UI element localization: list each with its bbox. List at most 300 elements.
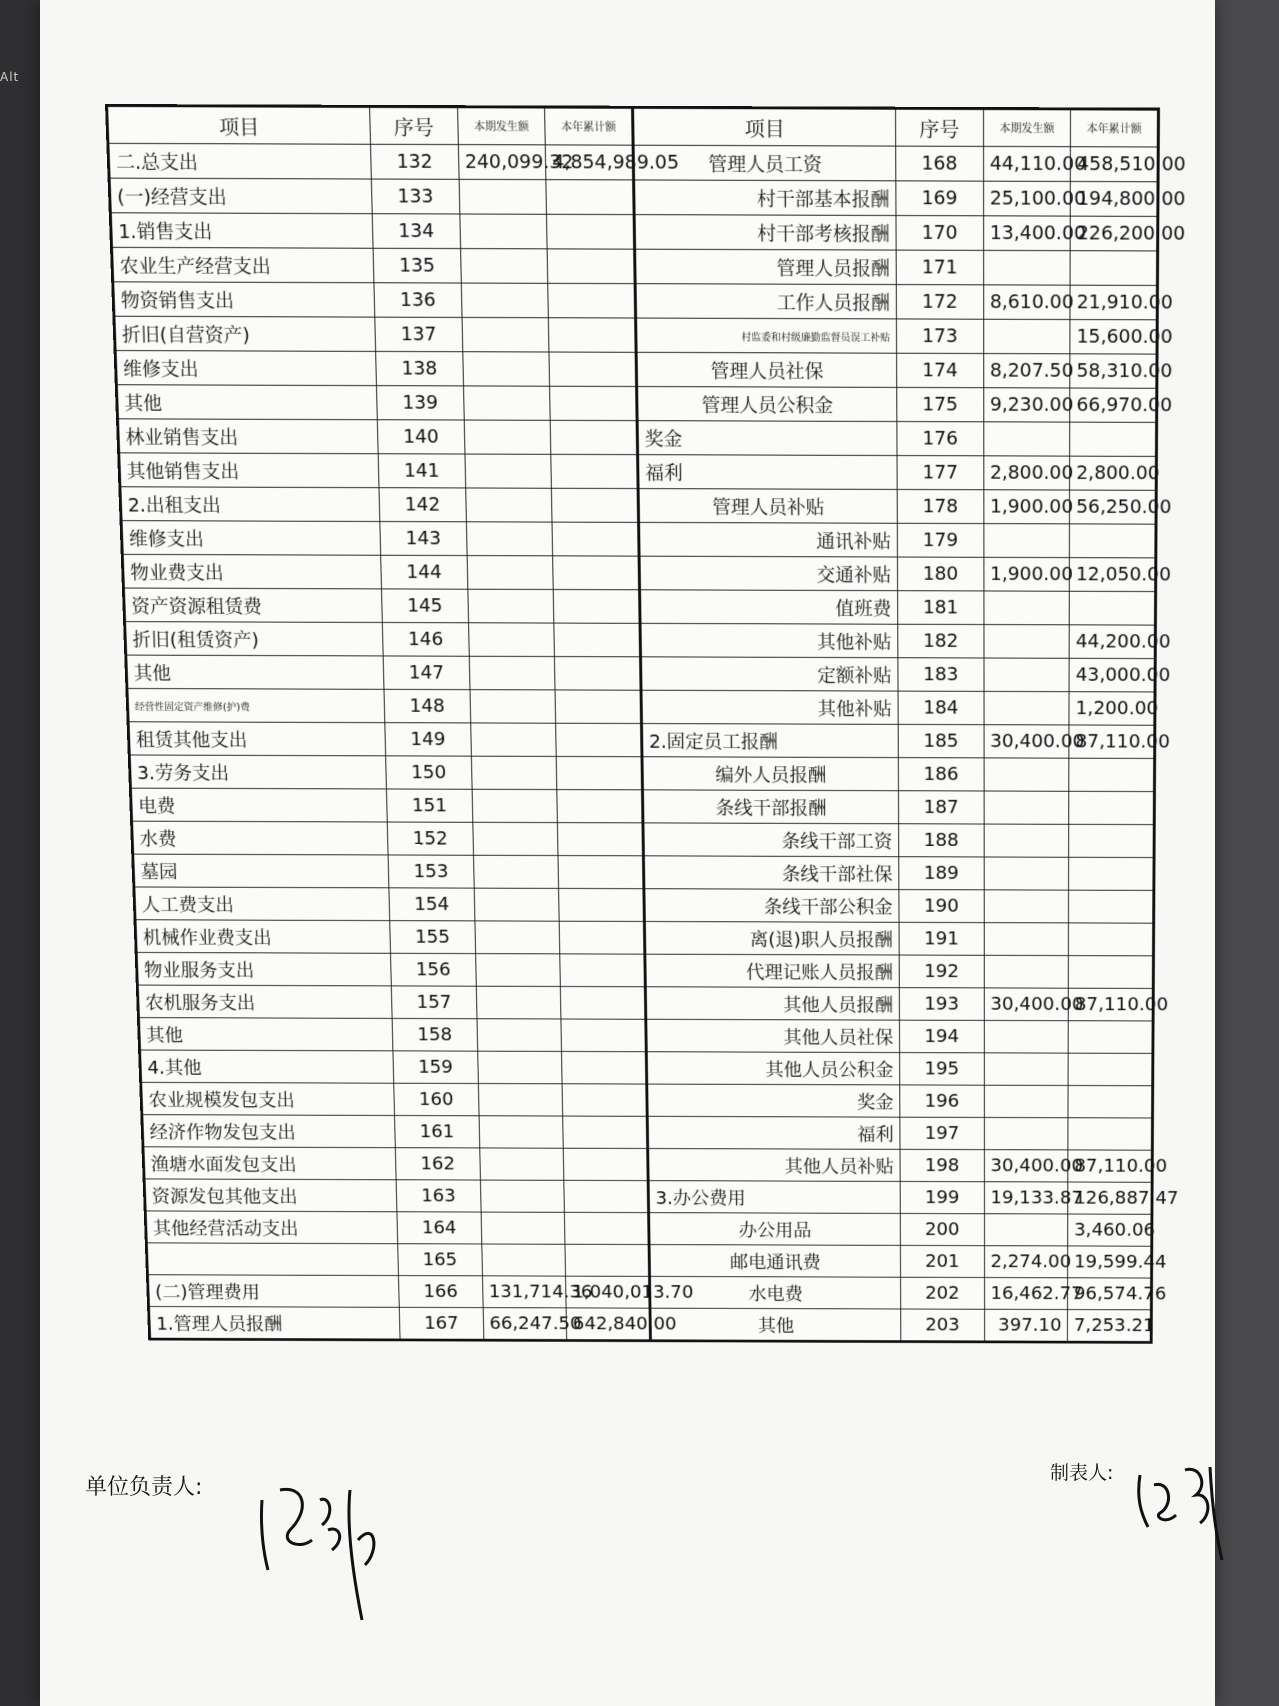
row-item-left: 物业服务支出	[136, 952, 391, 985]
row-current-left	[466, 522, 553, 556]
row-current-left	[462, 352, 549, 386]
row-ytd-right: 56,250.00	[1070, 490, 1156, 524]
row-item-right: 其他人员报酬	[645, 987, 899, 1020]
row-seq-right: 178	[897, 489, 983, 523]
row-ytd-left	[550, 386, 637, 420]
row-ytd-left	[554, 589, 640, 623]
row-ytd-right: 58,310.00	[1070, 354, 1157, 388]
row-item-left: 物业费支出	[122, 554, 381, 589]
row-seq-left: 157	[391, 986, 476, 1019]
row-current-left	[461, 283, 549, 318]
row-item-left: 电费	[130, 788, 387, 822]
table-header-row	[107, 106, 1159, 147]
row-current-right	[984, 824, 1069, 857]
table-row	[114, 316, 1157, 354]
row-ytd-right: 12,050.00	[1070, 558, 1156, 592]
row-seq-left: 151	[386, 789, 472, 822]
row-current-right	[984, 890, 1069, 923]
row-current-left	[465, 488, 552, 522]
row-ytd-left: 4,854,989.05	[546, 145, 634, 180]
row-seq-right: 184	[898, 691, 984, 725]
table-row	[146, 1243, 1151, 1278]
row-ytd-left	[557, 756, 643, 789]
row-current-left	[463, 386, 550, 420]
row-ytd-right: 21,910.00	[1070, 285, 1157, 320]
row-ytd-right	[1069, 857, 1154, 890]
row-ytd-right: 3,460.06	[1068, 1214, 1152, 1246]
row-seq-right: 172	[896, 285, 983, 320]
row-current-left	[474, 888, 560, 921]
row-current-left	[472, 822, 558, 855]
row-current-right: 8,207.50	[983, 354, 1070, 388]
row-current-right	[984, 955, 1069, 988]
row-item-right: 邮电通讯费	[649, 1245, 900, 1278]
row-current-right	[984, 758, 1069, 791]
row-seq-right: 200	[900, 1213, 984, 1245]
row-current-left	[480, 1180, 565, 1212]
row-current-left	[472, 789, 558, 822]
header-item-right: 项目	[633, 107, 896, 146]
row-ytd-right: 2,800.00	[1070, 456, 1157, 490]
row-current-left	[475, 954, 560, 987]
row-seq-left: 139	[376, 386, 463, 420]
row-current-left	[465, 454, 552, 488]
row-current-right: 2,274.00	[984, 1246, 1068, 1278]
row-ytd-left	[552, 522, 639, 556]
row-seq-left: 143	[380, 522, 467, 556]
table-row	[141, 1082, 1153, 1118]
row-seq-left: 156	[391, 953, 476, 986]
row-seq-left: 142	[379, 488, 466, 522]
row-ytd-right: 226,200.00	[1070, 216, 1157, 251]
row-current-right	[984, 791, 1069, 824]
table-row	[144, 1179, 1152, 1214]
row-seq-left: 135	[373, 248, 461, 283]
table-row	[138, 1018, 1153, 1054]
row-seq-left: 165	[398, 1244, 482, 1276]
row-seq-left: 154	[389, 888, 475, 921]
header-ytd-left: 本年累计额	[545, 107, 633, 145]
table-row	[120, 487, 1156, 524]
row-ytd-right	[1068, 1085, 1152, 1118]
row-current-right	[984, 691, 1070, 725]
row-seq-left: 160	[394, 1083, 479, 1116]
row-ytd-right	[1070, 422, 1157, 456]
row-ytd-left	[563, 1116, 648, 1148]
row-ytd-right: 126,887.47	[1068, 1182, 1152, 1214]
row-ytd-right	[1069, 923, 1154, 956]
row-item-right: 福利	[647, 1116, 900, 1149]
row-ytd-left	[547, 249, 635, 284]
row-current-right: 13,400.00	[983, 216, 1070, 251]
row-ytd-left	[549, 352, 636, 386]
row-ytd-right: 43,000.00	[1069, 658, 1155, 692]
row-ytd-left	[562, 1051, 647, 1084]
row-item-left: 折旧(租赁资产)	[125, 622, 384, 656]
row-seq-left: 161	[395, 1115, 480, 1147]
table-row	[112, 247, 1158, 285]
row-current-right	[983, 422, 1070, 456]
row-item-right: 值班费	[640, 590, 898, 624]
row-current-left	[467, 556, 554, 590]
row-current-right: 8,610.00	[983, 285, 1070, 320]
row-current-left	[469, 656, 555, 690]
table-row	[125, 622, 1156, 659]
row-current-left	[460, 214, 548, 249]
table-row	[137, 985, 1153, 1021]
row-ytd-left	[556, 723, 642, 757]
row-ytd-left	[551, 454, 638, 488]
row-seq-left: 148	[384, 689, 470, 723]
table-row	[130, 788, 1154, 825]
row-seq-left: 145	[381, 589, 468, 623]
table-row	[132, 821, 1155, 857]
row-item-left: 资源发包其他支出	[144, 1179, 397, 1212]
row-item-right: 其他人员公积金	[646, 1052, 899, 1085]
table-row	[133, 854, 1154, 890]
row-item-right: 水电费	[649, 1276, 900, 1309]
table-row	[121, 521, 1156, 558]
row-ytd-right	[1068, 1053, 1153, 1086]
row-current-right: 19,133.87	[984, 1182, 1068, 1214]
table-row	[147, 1275, 1151, 1310]
table-row	[127, 688, 1155, 725]
row-ytd-left	[565, 1244, 649, 1276]
row-item-left	[146, 1243, 398, 1276]
row-current-left	[481, 1212, 565, 1244]
row-ytd-left	[561, 1019, 646, 1052]
row-item-right: 3.办公费用	[648, 1181, 900, 1214]
row-current-left	[477, 1019, 562, 1052]
preparer-label: 制表人:	[1050, 1462, 1114, 1484]
row-item-left: (二)管理费用	[147, 1275, 399, 1308]
keyboard-alt-key: Alt	[0, 70, 20, 84]
row-item-left: 农业规模发包支出	[141, 1082, 395, 1115]
row-seq-left: 134	[372, 214, 460, 249]
row-current-right	[984, 1020, 1069, 1053]
row-seq-right: 185	[898, 724, 984, 757]
row-current-left	[468, 589, 555, 623]
row-current-right	[983, 250, 1070, 285]
row-item-right: 条线干部报酬	[642, 790, 898, 824]
row-current-left: 131,714.36	[482, 1276, 566, 1308]
row-item-left: 资产资源租赁费	[123, 588, 382, 622]
row-seq-left: 158	[392, 1018, 477, 1051]
row-item-right: 编外人员报酬	[642, 757, 898, 791]
row-seq-left: 146	[382, 622, 469, 656]
row-seq-left: 132	[370, 144, 458, 179]
row-item-left: 2.出租支出	[120, 487, 380, 522]
table-row	[113, 282, 1158, 320]
row-item-right: 通讯补贴	[639, 522, 898, 557]
row-seq-left: 150	[386, 756, 472, 789]
row-seq-right: 173	[896, 319, 983, 354]
row-seq-left: 163	[396, 1180, 481, 1212]
row-seq-right: 168	[896, 146, 984, 181]
row-item-right: 管理人员社保	[636, 352, 897, 387]
table-row	[118, 419, 1157, 457]
row-item-right: 奖金	[637, 421, 897, 456]
row-seq-left: 149	[385, 723, 471, 757]
row-current-right	[984, 1117, 1068, 1149]
row-ytd-left	[549, 318, 636, 353]
row-item-right: 其他人员社保	[646, 1019, 900, 1052]
row-seq-left: 144	[381, 555, 468, 589]
row-seq-left: 147	[383, 656, 469, 690]
row-ytd-right: 1,200.00	[1069, 692, 1155, 726]
table-row	[108, 143, 1158, 181]
table-row	[109, 178, 1158, 216]
row-ytd-right: 44,200.00	[1069, 625, 1155, 659]
row-item-left: 墓园	[133, 854, 389, 888]
row-ytd-left	[552, 488, 639, 522]
row-item-left: 维修支出	[115, 351, 376, 386]
row-item-left: 林业销售支出	[118, 419, 379, 454]
row-item-right: 管理人员报酬	[635, 249, 897, 284]
row-current-left	[470, 723, 556, 757]
row-seq-left: 164	[397, 1212, 482, 1244]
row-current-left	[478, 1083, 563, 1116]
row-item-right: 条线干部公积金	[644, 889, 899, 923]
row-ytd-left	[557, 790, 643, 823]
row-current-right: 1,900.00	[983, 490, 1069, 524]
row-item-left: 维修支出	[121, 521, 381, 556]
row-item-right: 其他补贴	[641, 690, 898, 724]
table-row	[129, 755, 1154, 792]
row-seq-left: 167	[399, 1307, 483, 1340]
table-row	[116, 385, 1157, 423]
row-ytd-right: 458,510.00	[1071, 147, 1159, 182]
row-item-right: 定额补贴	[640, 657, 898, 691]
row-item-right: 条线干部工资	[643, 823, 899, 857]
row-item-left: 渔塘水面发包支出	[143, 1147, 396, 1180]
row-item-right: 工作人员报酬	[635, 284, 896, 319]
row-current-left	[473, 855, 559, 888]
row-ytd-left	[560, 954, 645, 987]
row-current-left	[471, 756, 557, 789]
row-item-left: 1.管理人员报酬	[149, 1306, 401, 1339]
row-ytd-right: 87,110.00	[1069, 725, 1155, 758]
row-current-left: 66,247.50	[483, 1308, 567, 1341]
row-ytd-right: 66,970.00	[1070, 388, 1157, 422]
row-seq-right: 186	[898, 758, 983, 791]
row-seq-left: 141	[378, 454, 465, 488]
row-current-right	[984, 923, 1069, 956]
table-row	[126, 655, 1155, 692]
row-item-right: 福利	[638, 455, 898, 490]
row-item-left: 折旧(自营资产)	[114, 316, 376, 351]
row-ytd-right	[1069, 791, 1154, 824]
row-seq-left: 162	[395, 1148, 480, 1180]
row-current-left	[470, 690, 556, 724]
row-item-right: 管理人员公积金	[637, 387, 897, 422]
row-seq-right: 203	[901, 1309, 985, 1342]
row-item-right: 奖金	[647, 1084, 900, 1117]
row-item-left: 经济作物发包支出	[142, 1115, 395, 1148]
table-row	[143, 1147, 1152, 1182]
row-ytd-right	[1069, 758, 1155, 791]
row-ytd-left	[562, 1084, 647, 1117]
row-seq-right: 189	[899, 857, 984, 890]
row-ytd-right	[1070, 251, 1157, 286]
header-ytd-right: 本年累计额	[1071, 109, 1159, 147]
row-seq-right: 196	[900, 1085, 984, 1118]
row-current-right	[984, 1053, 1068, 1086]
row-seq-right: 183	[898, 658, 984, 692]
row-item-left: 二.总支出	[108, 143, 371, 179]
row-seq-right: 193	[899, 988, 984, 1021]
row-item-right: 办公用品	[649, 1213, 901, 1246]
row-current-left	[468, 623, 554, 657]
row-current-right	[984, 524, 1070, 558]
row-current-right	[984, 1214, 1068, 1246]
row-ytd-left	[550, 420, 637, 454]
row-seq-left: 136	[374, 283, 462, 318]
row-seq-right: 181	[898, 591, 984, 625]
table-row	[122, 554, 1156, 591]
row-item-right: 其他补贴	[640, 623, 898, 657]
preparer-signature	[1130, 1455, 1230, 1565]
row-current-left	[464, 420, 551, 454]
unit-head-label: 单位负责人:	[85, 1475, 203, 1500]
row-item-left: 其他	[126, 655, 384, 689]
table-row	[149, 1306, 1152, 1342]
row-current-left	[460, 249, 548, 284]
row-ytd-right: 15,600.00	[1070, 320, 1157, 355]
row-item-left: 3.劳务支出	[129, 755, 386, 789]
row-ytd-right: 19,599.44	[1068, 1246, 1152, 1278]
row-ytd-right	[1069, 591, 1155, 625]
row-ytd-right	[1070, 524, 1156, 558]
row-seq-right: 202	[901, 1277, 985, 1309]
table-row	[115, 351, 1157, 389]
row-item-right: 其他	[650, 1308, 901, 1341]
row-seq-right: 176	[897, 422, 984, 456]
row-current-right: 9,230.00	[983, 388, 1070, 422]
row-item-left: 人工费支出	[134, 887, 390, 921]
expense-ledger-table	[105, 104, 1186, 1344]
row-item-right: 村监委和村级廉勤监督员误工补贴	[636, 318, 897, 353]
row-ytd-right: 194,800.00	[1071, 181, 1159, 216]
row-seq-right: 180	[897, 557, 983, 591]
row-current-left: 240,099.32	[458, 145, 546, 180]
table-row	[134, 887, 1154, 923]
row-ytd-left	[555, 657, 641, 691]
row-current-right	[984, 591, 1070, 625]
table-row	[135, 920, 1154, 956]
row-ytd-left	[553, 556, 640, 590]
row-ytd-right	[1068, 1021, 1153, 1054]
row-current-right	[983, 319, 1070, 354]
row-current-left	[459, 179, 547, 214]
row-current-right: 16,462.77	[984, 1278, 1068, 1310]
row-ytd-left: 642,840.00	[566, 1308, 650, 1341]
table-row	[119, 453, 1157, 490]
row-ytd-right: 87,110.00	[1068, 1150, 1152, 1182]
row-current-right: 2,800.00	[983, 456, 1069, 490]
row-current-left	[479, 1148, 564, 1180]
row-current-right	[984, 658, 1070, 692]
row-current-left	[477, 1051, 562, 1084]
row-item-right: 交通补贴	[639, 556, 898, 591]
row-item-left: 租赁其他支出	[128, 722, 386, 756]
row-current-left	[475, 921, 560, 954]
table-row	[110, 213, 1158, 251]
header-current-right: 本期发生额	[983, 109, 1071, 147]
row-current-right	[984, 857, 1069, 890]
row-seq-right: 199	[900, 1181, 984, 1213]
row-item-left: 1.销售支出	[110, 213, 373, 248]
row-ytd-left: 1,040,013.70	[566, 1276, 650, 1308]
row-item-right: 其他人员补贴	[648, 1149, 900, 1182]
row-seq-right: 197	[900, 1117, 984, 1149]
row-ytd-right	[1068, 1118, 1152, 1150]
row-current-right: 397.10	[984, 1309, 1068, 1342]
row-seq-left: 152	[387, 822, 473, 855]
row-item-right: 条线干部社保	[643, 856, 898, 890]
row-ytd-right	[1069, 824, 1154, 857]
header-seq-right: 序号	[895, 108, 983, 146]
table-row	[136, 952, 1153, 988]
row-item-right: 管理人员工资	[633, 145, 896, 181]
row-seq-right: 190	[899, 890, 984, 923]
row-seq-right: 177	[897, 456, 983, 490]
row-item-left: 农机服务支出	[137, 985, 392, 1018]
row-item-left: 其他	[138, 1018, 392, 1051]
row-current-left	[476, 986, 561, 1019]
row-seq-right: 191	[899, 922, 984, 955]
row-item-left: 水费	[132, 821, 389, 855]
row-seq-right: 171	[896, 250, 983, 285]
row-seq-right: 174	[897, 353, 984, 387]
table-row	[123, 588, 1155, 625]
row-seq-right: 195	[900, 1053, 984, 1086]
table-row	[128, 722, 1155, 759]
row-item-left: 其他销售支出	[119, 453, 379, 488]
row-seq-right: 170	[896, 216, 983, 251]
row-seq-left: 153	[388, 855, 474, 888]
row-seq-left: 137	[375, 317, 463, 352]
row-current-right: 30,400.00	[984, 725, 1070, 758]
row-ytd-left	[558, 856, 644, 889]
table-row	[145, 1211, 1152, 1246]
row-seq-left: 166	[398, 1276, 482, 1308]
row-seq-left: 159	[393, 1051, 478, 1084]
row-current-right: 30,400.00	[984, 988, 1069, 1021]
row-item-left: 农业生产经营支出	[112, 247, 374, 282]
row-item-right: 代理记账人员报酬	[645, 954, 899, 987]
row-seq-left: 138	[376, 351, 464, 385]
row-seq-left: 133	[371, 179, 459, 214]
row-ytd-left	[564, 1148, 649, 1180]
row-ytd-left	[548, 283, 636, 318]
table-row	[140, 1050, 1153, 1086]
row-seq-right: 169	[896, 181, 983, 216]
row-item-right: 2.固定员工报酬	[641, 724, 898, 758]
row-item-right: 管理人员补贴	[638, 489, 897, 524]
row-item-left: (一)经营支出	[109, 178, 372, 214]
row-ytd-right: 7,253.21	[1068, 1310, 1152, 1343]
header-current-left: 本期发生额	[457, 107, 545, 145]
header-seq-left: 序号	[370, 106, 458, 144]
row-ytd-left	[546, 180, 634, 215]
row-current-left	[481, 1244, 565, 1276]
row-ytd-left	[559, 888, 644, 921]
row-item-left: 物资销售支出	[113, 282, 375, 317]
row-current-right	[984, 625, 1070, 659]
row-ytd-right	[1069, 890, 1154, 923]
row-item-left: 经营性固定资产维修(护)费	[127, 688, 385, 722]
